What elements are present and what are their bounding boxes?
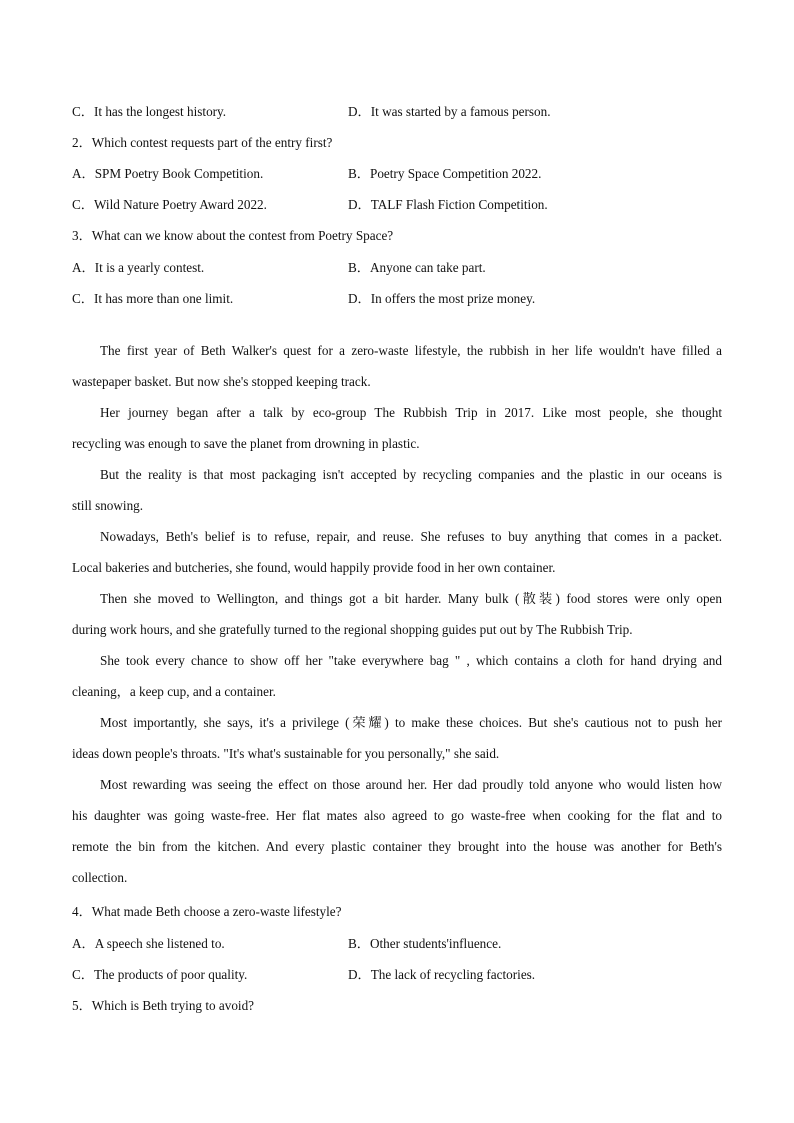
question-1-options-cd — [72, 104, 722, 120]
question-3-options-ab — [72, 260, 722, 276]
option-b: B．Anyone can take part. — [348, 260, 486, 275]
option-d: D．The lack of recycling factories. — [348, 967, 536, 982]
passage — [72, 343, 722, 901]
option-d: D．It was started by a famous person. — [348, 104, 551, 119]
question-4-options-ab — [72, 936, 722, 952]
question-3-stem: 3．What can we know about the contest from Poetry Space? — [72, 228, 394, 243]
passage-line: She took every chance to show off her "take everywhere bag " , which contains a cloth for hand drying and — [100, 653, 722, 668]
passage-line: Nowadays, Beth's belief is to refuse, repair, and reuse. She refuses to buy anything that comes in a packet. — [100, 529, 722, 544]
question-2-options-cd — [72, 197, 722, 213]
passage-line: cleaning，a keep cup, and a container. — [72, 684, 276, 699]
passage-line: Then she moved to Wellington, and things got a bit harder. Many bulk (散装) food stores were only open — [100, 591, 722, 606]
option-c: C．Wild Nature Poetry Award 2022. — [72, 197, 267, 212]
passage-line: Most importantly, she says, it's a privilege (荣耀) to make these choices. But she's cautious not to push her — [100, 715, 722, 730]
passage-line: during work hours, and she gratefully turned to the regional shopping guides put out by The Rubbish Trip. — [72, 622, 633, 637]
question-2-options-ab — [72, 166, 722, 182]
question-5-stem: 5．Which is Beth trying to avoid? — [72, 998, 255, 1013]
passage-line: Her journey began after a talk by eco-group The Rubbish Trip in 2017. Like most people, she thought — [100, 405, 722, 420]
passage-line: recycling was enough to save the planet from drowning in plastic. — [72, 436, 420, 451]
question-2-stem: 2．Which contest requests part of the entry first? — [72, 135, 333, 150]
passage-line: collection. — [72, 870, 128, 885]
passage-line: still snowing. — [72, 498, 144, 513]
passage-line: Most rewarding was seeing the effect on those around her. Her dad proudly told anyone who would listen how — [100, 777, 722, 792]
option-a: A．A speech she listened to. — [72, 936, 225, 951]
passage-line: his daughter was going waste-free. Her flat mates also agreed to go waste-free when cooking for the flat and to — [72, 808, 722, 823]
option-d: D．In offers the most prize money. — [348, 291, 536, 306]
question-4-options-cd — [72, 967, 722, 983]
option-b: B．Poetry Space Competition 2022. — [348, 166, 542, 181]
question-3-options-cd — [72, 291, 722, 307]
passage-line: The first year of Beth Walker's quest for a zero-waste lifestyle, the rubbish in her life wouldn't have filled a — [100, 343, 722, 358]
passage-line: Local bakeries and butcheries, she found, would happily provide food in her own container. — [72, 560, 556, 575]
option-a: A．It is a yearly contest. — [72, 260, 205, 275]
option-c: C．The products of poor quality. — [72, 967, 248, 982]
passage-line: ideas down people's throats. "It's what's sustainable for you personally," she said. — [72, 746, 500, 761]
passage-line: wastepaper basket. But now she's stopped keeping track. — [72, 374, 371, 389]
passage-line: remote the bin from the kitchen. And every plastic container they brought into the house was another for Beth's — [72, 839, 722, 854]
question-4-stem: 4．What made Beth choose a zero-waste lifestyle? — [72, 904, 342, 919]
option-c: C．It has the longest history. — [72, 104, 227, 119]
option-c: C．It has more than one limit. — [72, 291, 234, 306]
option-d: D．TALF Flash Fiction Competition. — [348, 197, 548, 212]
passage-line: But the reality is that most packaging isn't accepted by recycling companies and the plastic in our oceans is — [100, 467, 722, 482]
option-b: B．Other students'influence. — [348, 936, 502, 951]
option-a: A．SPM Poetry Book Competition. — [72, 166, 264, 181]
